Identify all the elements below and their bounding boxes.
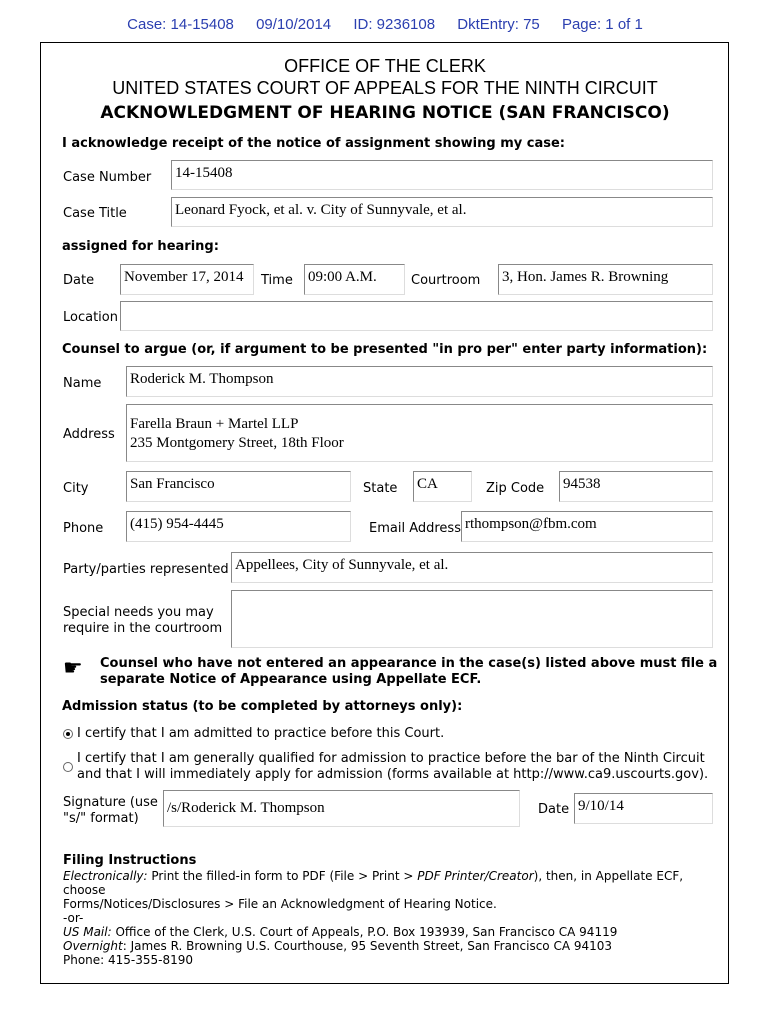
party-label: Party/parties represented bbox=[63, 562, 229, 577]
signature-field[interactable]: /s/Roderick M. Thompson bbox=[163, 790, 520, 827]
zip-label: Zip Code bbox=[486, 481, 545, 496]
signature-label-1: Signature (use bbox=[63, 795, 158, 810]
address-field[interactable] bbox=[126, 404, 713, 462]
location-label: Location bbox=[63, 310, 118, 325]
state-label: State bbox=[363, 481, 398, 496]
admission-heading: Admission status (to be completed by attorneys only): bbox=[62, 699, 463, 714]
header-id: ID: 9236108 bbox=[353, 16, 436, 33]
header-case: Case: 14-15408 bbox=[127, 16, 234, 33]
city-field[interactable]: San Francisco bbox=[126, 471, 351, 502]
city-label: City bbox=[63, 481, 89, 496]
case-number-label: Case Number bbox=[63, 170, 152, 185]
courtroom-label: Courtroom bbox=[411, 273, 481, 288]
docket-header bbox=[0, 16, 770, 33]
court-title: UNITED STATES COURT OF APPEALS FOR THE NINTH CIRCUIT bbox=[112, 78, 658, 98]
radio-selected-dot bbox=[66, 732, 70, 736]
qualified-radio[interactable] bbox=[63, 762, 73, 772]
assigned-heading: assigned for hearing: bbox=[62, 239, 219, 254]
electronic-text-a: Print the filled-in form to PDF (File > Print > bbox=[147, 869, 418, 883]
notice-line-1: Counsel who have not entered an appearance in the case(s) listed above must file a bbox=[100, 656, 718, 671]
admitted-radio[interactable] bbox=[63, 729, 73, 739]
or-separator: -or- bbox=[63, 911, 84, 925]
party-field[interactable]: Appellees, City of Sunnyvale, et al. bbox=[231, 552, 713, 583]
address-line-1: Farella Braun + Martel LLP bbox=[130, 416, 299, 432]
filing-heading: Filing Instructions bbox=[63, 853, 197, 868]
filing-instructions bbox=[63, 869, 723, 967]
qualified-option-line-2: and that I will immediately apply for admission (forms available at http://www.ca9.uscourts.gov). bbox=[77, 767, 709, 782]
hearing-time-label: Time bbox=[261, 273, 293, 288]
state-field[interactable]: CA bbox=[413, 471, 472, 502]
overnight-label: Overnight bbox=[63, 939, 123, 953]
signature-date-label: Date bbox=[538, 802, 570, 817]
admitted-option-label: I certify that I am admitted to practice before this Court. bbox=[77, 726, 445, 741]
counsel-heading: Counsel to argue (or, if argument to be presented "in pro per" enter party information): bbox=[62, 342, 708, 357]
case-title-label: Case Title bbox=[63, 206, 127, 221]
email-label: Email Address bbox=[369, 521, 461, 536]
header-date: 09/10/2014 bbox=[256, 16, 332, 33]
electronic-line-2: Forms/Notices/Disclosures > File an Acknowledgment of Hearing Notice. bbox=[63, 897, 497, 911]
address-line-2: 235 Montgomery Street, 18th Floor bbox=[130, 435, 344, 451]
pointing-hand-icon: ☛ bbox=[63, 656, 83, 681]
case-title-field[interactable]: Leonard Fyock, et al. v. City of Sunnyvale, et al. bbox=[171, 197, 713, 227]
signature-label-2: "s/" format) bbox=[63, 811, 139, 826]
overnight-line bbox=[63, 939, 723, 953]
case-number-field[interactable]: 14-15408 bbox=[171, 160, 713, 190]
phone-field[interactable]: (415) 954-4445 bbox=[126, 511, 351, 542]
special-needs-label-1: Special needs you may bbox=[63, 605, 214, 620]
overnight-text: : James R. Browning U.S. Courthouse, 95 Seventh Street, San Francisco CA 94103 bbox=[122, 939, 613, 953]
form-title: ACKNOWLEDGMENT OF HEARING NOTICE (SAN FRANCISCO) bbox=[100, 103, 670, 123]
special-needs-label-2: require in the courtroom bbox=[63, 621, 223, 636]
phone-label: Phone bbox=[63, 521, 104, 536]
courtroom-field[interactable]: 3, Hon. James R. Browning bbox=[498, 264, 713, 295]
counsel-name-field[interactable]: Roderick M. Thompson bbox=[126, 366, 713, 397]
counsel-name-label: Name bbox=[63, 376, 102, 391]
hearing-time-field[interactable]: 09:00 A.M. bbox=[304, 264, 405, 295]
header-page: Page: 1 of 1 bbox=[561, 16, 643, 33]
location-field[interactable] bbox=[120, 301, 713, 331]
zip-field[interactable]: 94538 bbox=[559, 471, 713, 502]
header-dktentry: DktEntry: 75 bbox=[457, 16, 540, 33]
pdf-printer-text: PDF Printer/Creator bbox=[417, 869, 534, 883]
address-label: Address bbox=[63, 427, 115, 442]
hearing-date-label: Date bbox=[63, 273, 95, 288]
mail-text: Office of the Clerk, U.S. Court of Appeals, P.O. Box 193939, San Francisco CA 94119 bbox=[111, 925, 618, 939]
notice-line-2: separate Notice of Appearance using Appellate ECF. bbox=[100, 672, 482, 687]
mail-label: US Mail: bbox=[63, 925, 112, 939]
electronic-line-1 bbox=[63, 869, 723, 897]
mail-line bbox=[63, 925, 723, 939]
hearing-date-field[interactable]: November 17, 2014 bbox=[120, 264, 254, 295]
signature-date-field[interactable]: 9/10/14 bbox=[574, 793, 713, 824]
office-title: OFFICE OF THE CLERK bbox=[284, 56, 486, 76]
special-needs-field[interactable] bbox=[231, 590, 713, 648]
receipt-statement: I acknowledge receipt of the notice of assignment showing my case: bbox=[62, 136, 565, 151]
email-field[interactable]: rthompson@fbm.com bbox=[461, 511, 713, 542]
phone-line: Phone: 415-355-8190 bbox=[63, 953, 194, 967]
electronic-label: Electronically: bbox=[63, 869, 148, 883]
electronic-text-b: ), then, in Appellate ECF, choose bbox=[63, 869, 684, 897]
qualified-option-line-1: I certify that I am generally qualified for admission to practice before the bar of the Ninth Circuit bbox=[77, 751, 705, 766]
